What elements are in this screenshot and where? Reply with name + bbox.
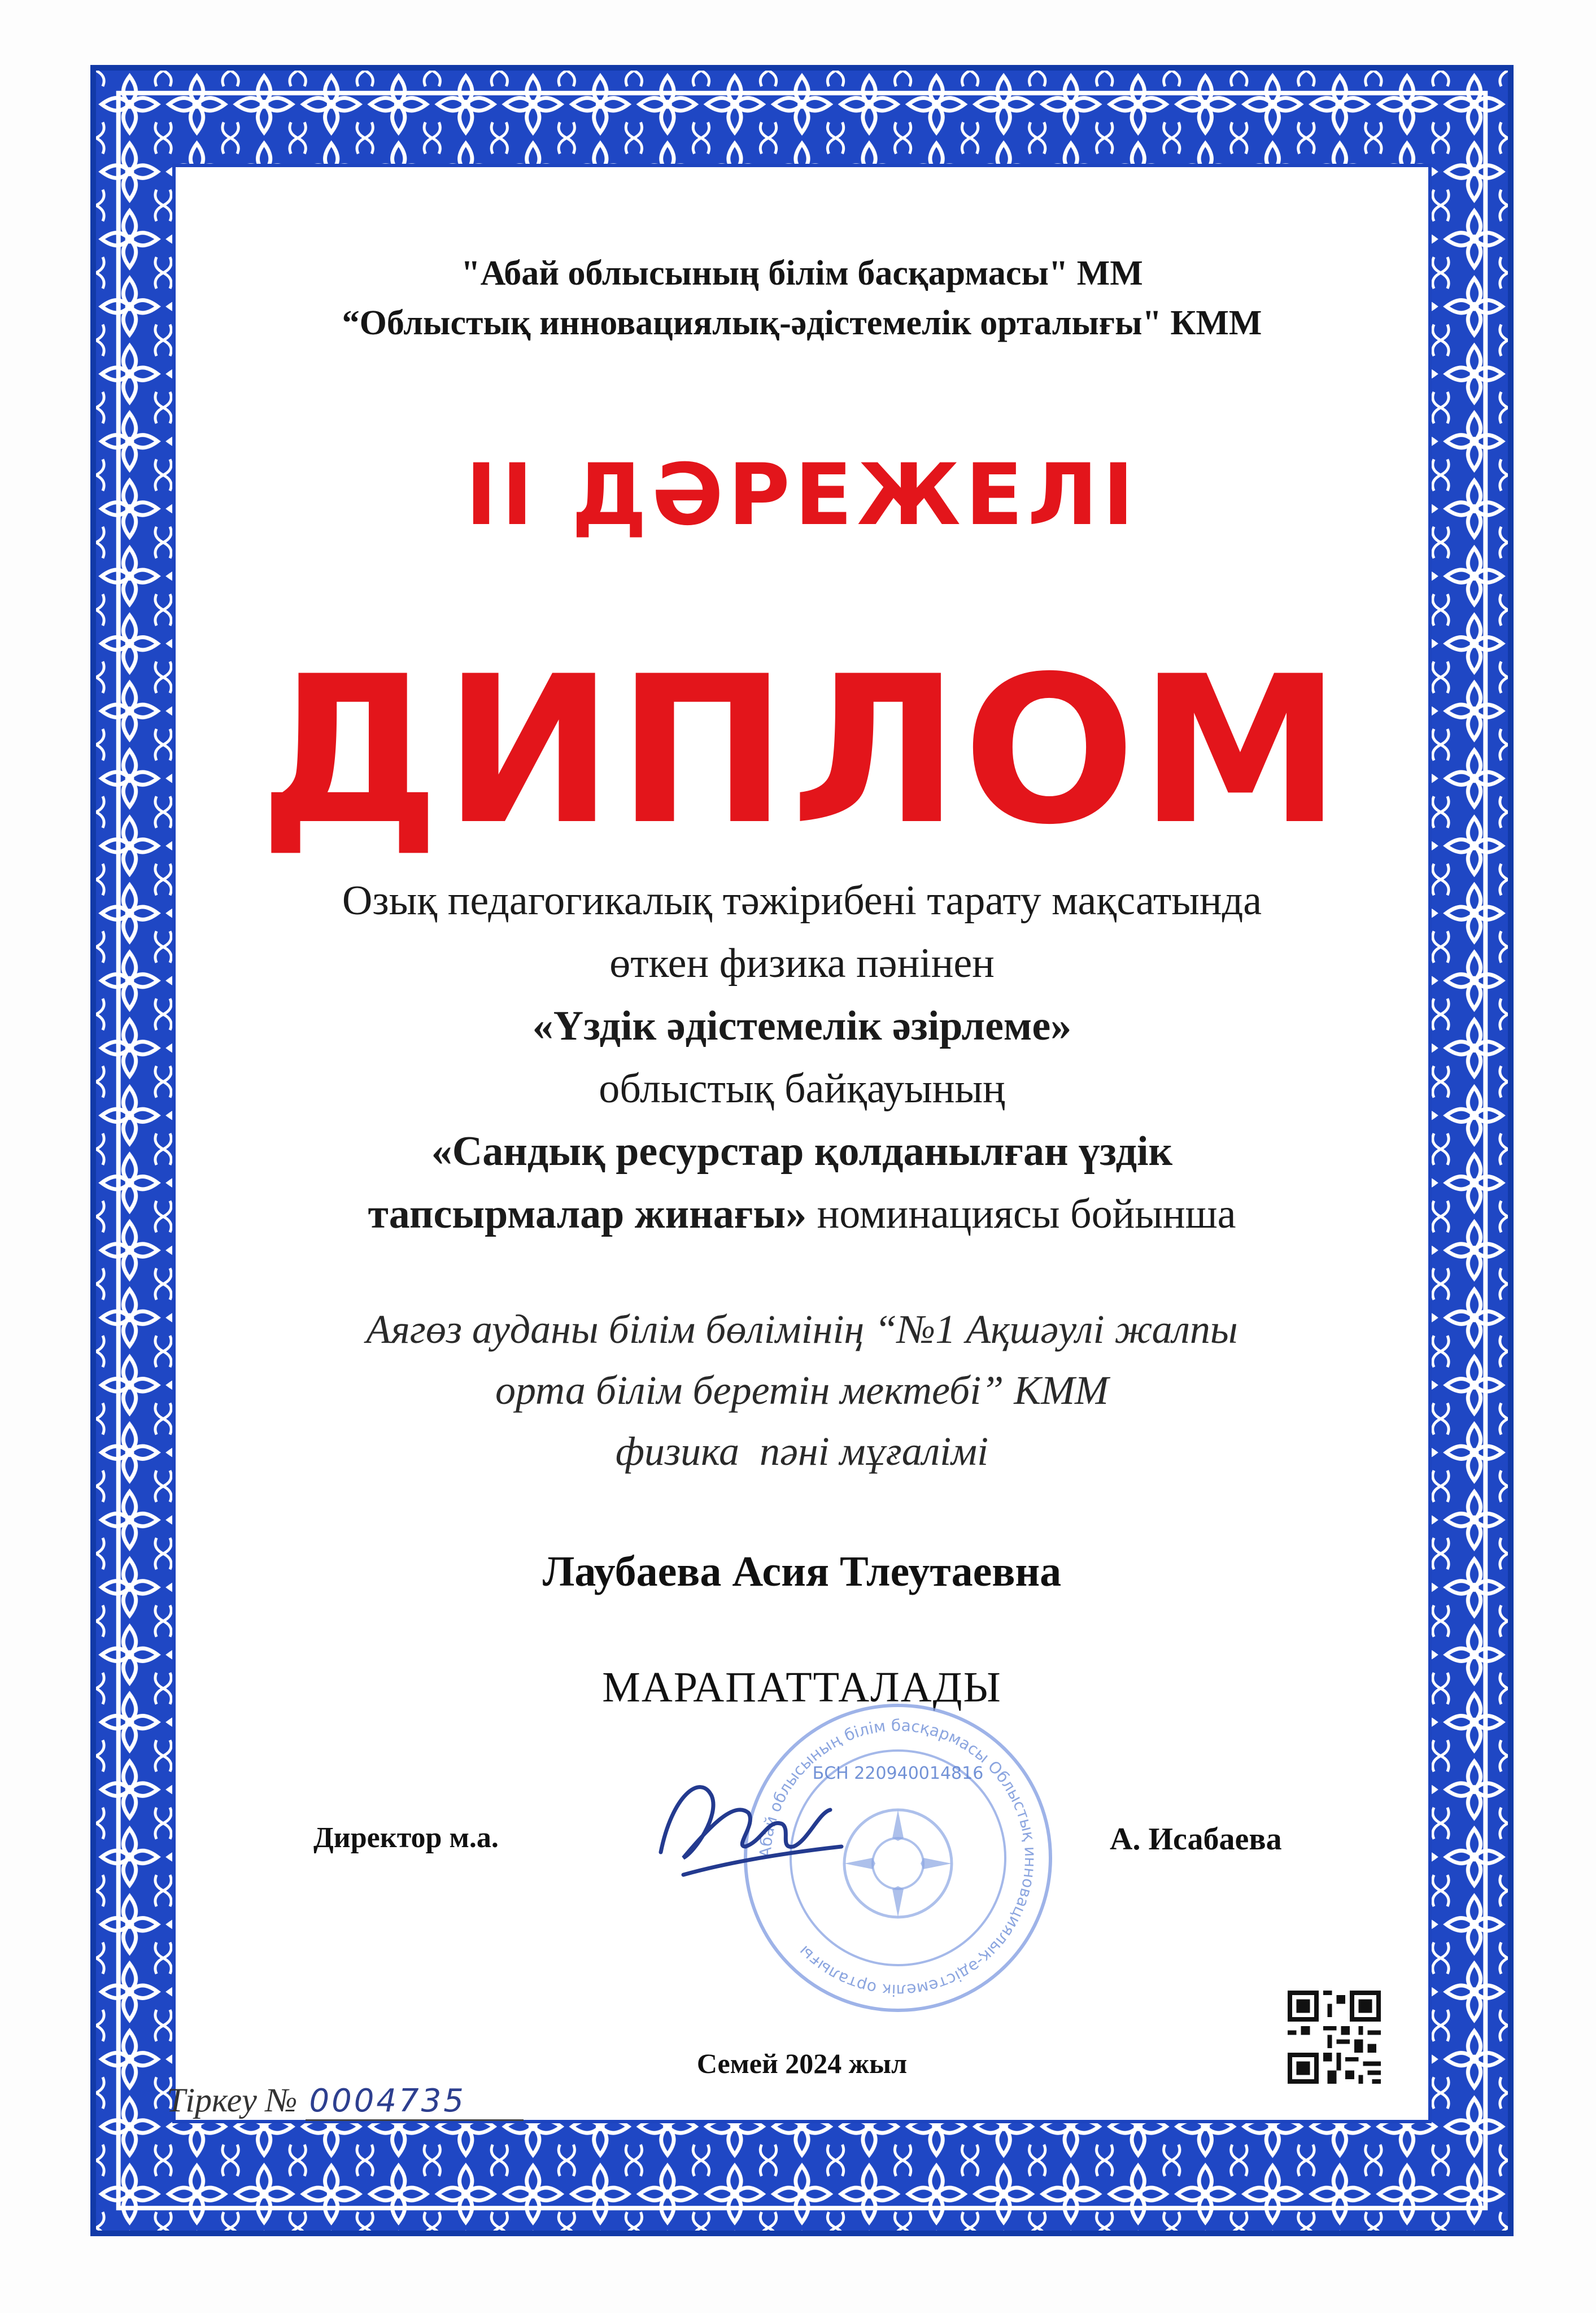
director-signature — [649, 1762, 847, 1892]
diploma-title: ДИПЛОМ — [259, 632, 1345, 869]
org-line-2: “Облыстық инновациялық-әдістемелік орталығы" КММ — [342, 304, 1262, 342]
description-line-2: өткен физика пәнінен — [609, 940, 995, 987]
place-and-year: Семей 2024 жыл — [696, 2048, 908, 2079]
signatory-name: А. Исабаева — [1110, 1822, 1282, 1857]
affiliation-line-3: физика пәні мұғалімі — [615, 1429, 989, 1474]
affiliation-line-2: орта білім беретін мектебі” КММ — [495, 1368, 1109, 1413]
recipient-name: Лаубаева Асия Тлеутаевна — [542, 1548, 1062, 1595]
issuing-organization — [172, 248, 1432, 348]
degree-heading: ІІ ДӘРЕЖЕЛІ — [465, 446, 1139, 544]
nomination-line-1: «Сандық ресурстар қолданылған үздік — [431, 1128, 1173, 1175]
nomination-name-end: тапсырмалар жинағы» — [368, 1191, 807, 1237]
nomination-suffix: номинациясы бойынша — [806, 1191, 1236, 1237]
registration-line — [167, 2081, 524, 2121]
competition-name: «Үздік әдістемелік әзірлеме» — [532, 1003, 1072, 1049]
org-line-1: "Абай облысының білім басқармасы" ММ — [461, 254, 1143, 293]
signatory-position: Директор м.а. — [313, 1822, 499, 1854]
affiliation-line-1: Аягөз ауданы білім бөлімінің “№1 Ақшәулі жалпы — [366, 1307, 1238, 1352]
award-description — [172, 870, 1432, 1246]
description-line-1: Озық педагогикалық тәжірибені тарату мақсатында — [342, 878, 1262, 924]
description-line-4: облыстық байқауының — [599, 1066, 1005, 1112]
stamp-ring-text: Абай облысының білім басқармасы Облыстық инновациялық-әдістемелік орталығы — [756, 1716, 1040, 2000]
registration-number: 0004735 — [306, 2083, 524, 2121]
nomination-line-2 — [172, 1183, 1432, 1246]
registration-label: Тіркеу № — [167, 2081, 298, 2119]
stamp-bin: БСН 220940014816 — [812, 1764, 984, 1783]
recipient-affiliation — [172, 1299, 1432, 1482]
award-word: МАРАПАТТАЛАДЫ — [602, 1664, 1002, 1711]
